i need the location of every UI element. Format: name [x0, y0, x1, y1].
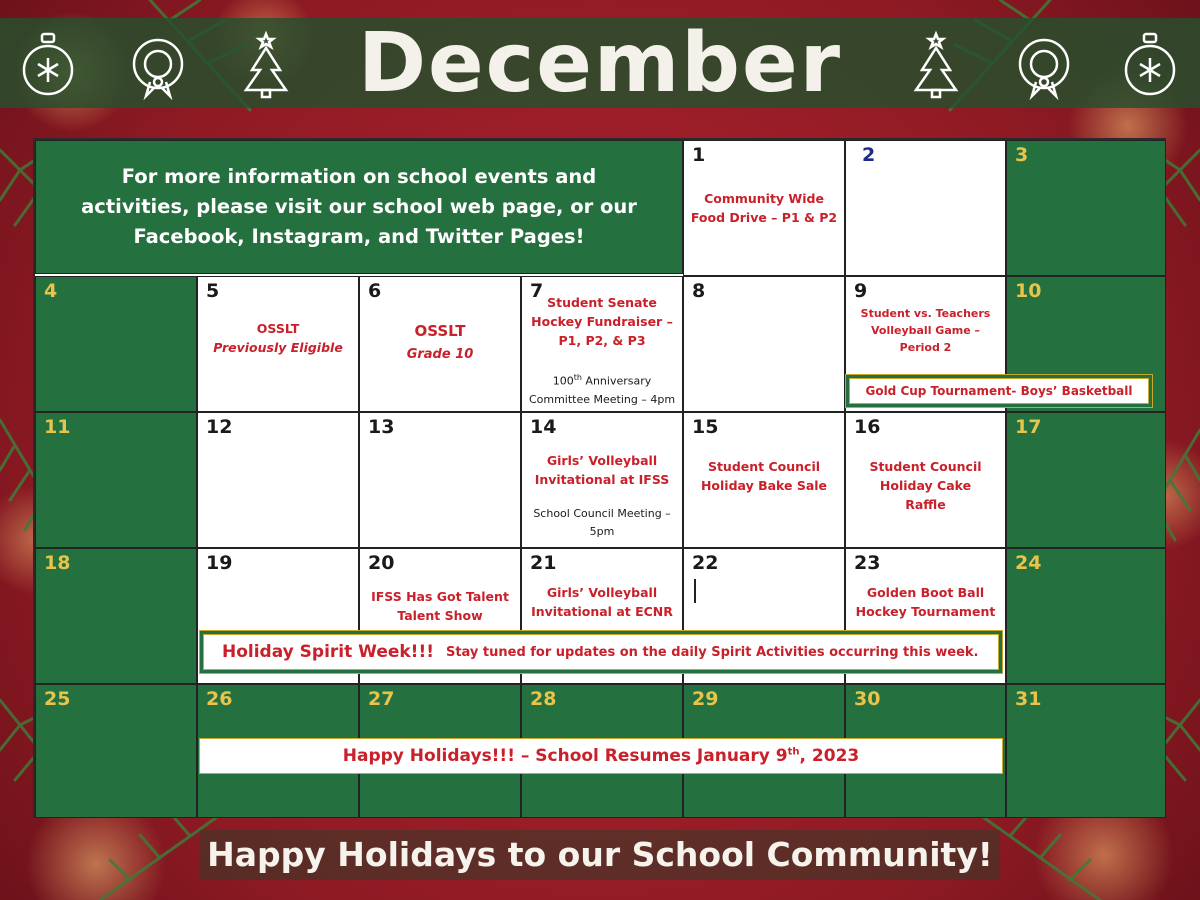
day-number: 5 — [206, 280, 220, 302]
day-cell-13[interactable] — [359, 412, 521, 548]
event-text: Student vs. Teachers Volleyball Game – Period 2 — [860, 307, 991, 354]
day-number: 31 — [1015, 688, 1042, 710]
footer-message: Happy Holidays to our School Community! — [207, 835, 993, 874]
day-number: 13 — [368, 416, 395, 438]
day-number: 29 — [692, 688, 719, 710]
day-number: 22 — [692, 552, 719, 574]
day-number: 11 — [44, 416, 71, 438]
event-text: Student Senate Hockey Fundraiser – P1, P2, & P3 — [531, 295, 673, 348]
day-number: 6 — [368, 280, 382, 302]
day-number: 12 — [206, 416, 233, 438]
day-number: 16 — [854, 416, 881, 438]
day-cell-8[interactable] — [683, 276, 845, 412]
spirit-week-banner: Holiday Spirit Week!!! Stay tuned for updates on the daily Spirit Activities occurring this week. — [203, 634, 999, 670]
event-text: Girls’ Volleyball Invitational at ECNR — [531, 585, 673, 619]
day-number: 19 — [206, 552, 233, 574]
day-number: 9 — [854, 280, 868, 302]
day-cell-14[interactable] — [521, 412, 683, 548]
day-cell-18[interactable] — [35, 548, 197, 684]
day-cell-6[interactable] — [359, 276, 521, 412]
holidays-banner: Happy Holidays!!! – School Resumes January 9th, 2023 — [199, 738, 1003, 774]
day-cell-16[interactable] — [845, 412, 1006, 548]
day-cell-1[interactable] — [683, 140, 845, 276]
event-text: Girls’ Volleyball Invitational at IFSS — [534, 453, 670, 487]
day-number: 17 — [1015, 416, 1042, 438]
day-number: 15 — [692, 416, 719, 438]
day-number: 10 — [1015, 280, 1042, 302]
meeting-text: School Council Meeting – 5pm — [533, 507, 671, 538]
day-cell-24[interactable] — [1006, 548, 1166, 684]
calendar-grid — [33, 138, 1166, 818]
day-cell-11[interactable] — [35, 412, 197, 548]
day-number: 4 — [44, 280, 58, 302]
day-number: 21 — [530, 552, 557, 574]
day-number: 2 — [862, 144, 876, 166]
day-number: 1 — [692, 144, 706, 166]
text-cursor — [694, 579, 696, 603]
event-text: Golden Boot Ball Hockey Tournament — [855, 585, 996, 619]
day-cell-17[interactable] — [1006, 412, 1166, 548]
info-text: For more information on school events and activities, please visit our school web page, or our Facebook, Instagram, and Twitter Pages! — [81, 165, 637, 248]
day-cell-25[interactable] — [35, 684, 197, 818]
day-cell-4[interactable] — [35, 276, 197, 412]
event-text: OSSLT Grade 10 — [406, 322, 474, 362]
gold-cup-banner: Gold Cup Tournament - Boys’ Basketball — [849, 378, 1149, 404]
day-number: 18 — [44, 552, 71, 574]
day-number: 30 — [854, 688, 881, 710]
day-number: 24 — [1015, 552, 1042, 574]
day-cell-3[interactable] — [1006, 140, 1166, 276]
event-text: Community Wide Food Drive – P1 & P2 — [690, 191, 838, 225]
day-number: 27 — [368, 688, 395, 710]
day-cell-5[interactable] — [197, 276, 359, 412]
day-number: 7 — [530, 280, 544, 302]
day-cell-15[interactable] — [683, 412, 845, 548]
day-cell-12[interactable] — [197, 412, 359, 548]
day-number: 26 — [206, 688, 233, 710]
meeting-text: 100th Anniversary Committee Meeting – 4pm — [528, 373, 676, 406]
day-number: 25 — [44, 688, 71, 710]
event-text: Student Council Holiday Cake Raffle — [869, 459, 982, 512]
day-cell-2[interactable] — [845, 140, 1006, 276]
day-number: 20 — [368, 552, 395, 574]
page-title: December — [357, 16, 843, 111]
day-number: 14 — [530, 416, 557, 438]
event-text: OSSLT Previously Eligible — [213, 321, 343, 355]
day-number: 3 — [1015, 144, 1029, 166]
info-box — [35, 140, 683, 274]
event-text: Student Council Holiday Bake Sale — [700, 459, 828, 493]
day-cell-31[interactable] — [1006, 684, 1166, 818]
day-number: 8 — [692, 280, 706, 302]
event-text: IFSS Has Got Talent Talent Show — [371, 589, 509, 623]
day-number: 28 — [530, 688, 557, 710]
day-cell-7[interactable] — [521, 276, 683, 412]
day-number: 23 — [854, 552, 881, 574]
